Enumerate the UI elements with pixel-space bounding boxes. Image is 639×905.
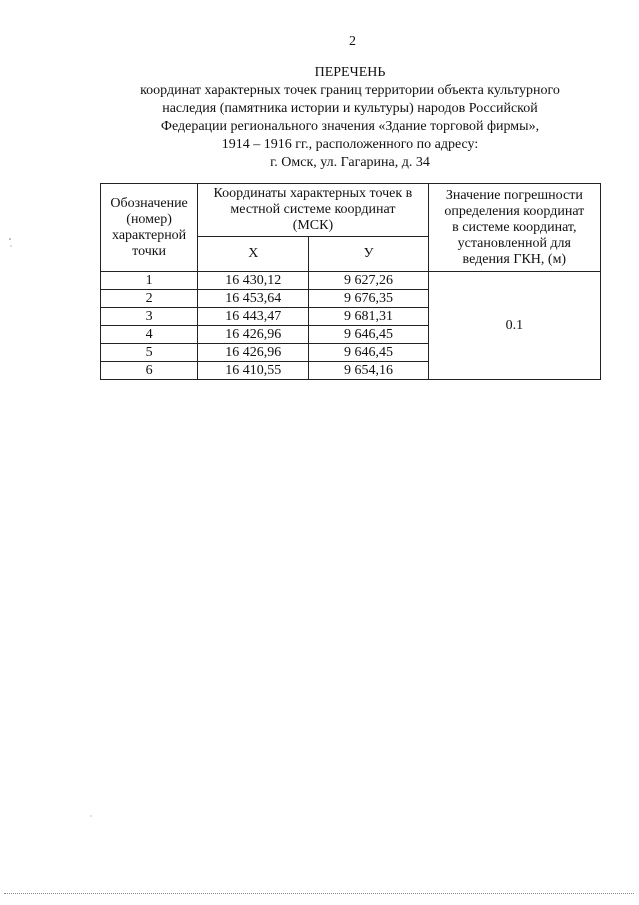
y-coordinate: 9 654,16 xyxy=(309,362,428,380)
header-y: У xyxy=(309,237,428,272)
point-number: 5 xyxy=(101,344,198,362)
scan-edge-line xyxy=(4,893,634,895)
header-text: местной системе координат xyxy=(230,202,396,217)
heading-line-1: координат характерных точек границ территории объекта культурного xyxy=(140,83,560,98)
point-number: 4 xyxy=(101,326,198,344)
header-text: точки xyxy=(132,243,167,259)
heading-line-4: 1914 – 1916 гг., расположенного по адресу: xyxy=(221,137,479,152)
x-coordinate: 16 443,47 xyxy=(198,308,309,326)
header-text: определения координат xyxy=(444,203,585,219)
point-number: 3 xyxy=(101,308,198,326)
header-text: Координаты характерных точек в xyxy=(213,186,413,201)
x-coordinate: 16 410,55 xyxy=(198,362,309,380)
x-coordinate: 16 426,96 xyxy=(198,344,309,362)
y-coordinate: 9 646,45 xyxy=(309,344,428,362)
header-text: Обозначение xyxy=(110,195,188,211)
x-coordinate: 16 430,12 xyxy=(198,272,309,290)
point-number: 2 xyxy=(101,290,198,308)
header-text: Значение погрешности xyxy=(445,187,583,203)
accuracy-value: 0.1 xyxy=(428,272,600,380)
page-number: 2 xyxy=(349,34,356,49)
y-coordinate: 9 646,45 xyxy=(309,326,428,344)
header-text: ведения ГКН, (м) xyxy=(462,251,567,267)
point-number: 1 xyxy=(101,272,198,290)
point-number: 6 xyxy=(101,362,198,380)
header-text: характерной xyxy=(112,227,187,243)
y-coordinate: 9 676,35 xyxy=(309,290,428,308)
heading-line-5: г. Омск, ул. Гагарина, д. 34 xyxy=(270,155,430,170)
x-coordinate: 16 453,64 xyxy=(198,290,309,308)
document-title: ПЕРЕЧЕНЬ xyxy=(314,65,386,80)
header-text: установленной для xyxy=(457,235,571,251)
heading-line-3: Федерации регионального значения «Здание торговой фирмы», xyxy=(160,119,540,134)
x-coordinate: 16 426,96 xyxy=(198,326,309,344)
header-text: (номер) xyxy=(126,211,172,227)
header-text: (МСК) xyxy=(292,218,334,233)
heading-line-2: наследия (памятника истории и культуры) народов Российской xyxy=(162,101,538,116)
header-text: в системе координат, xyxy=(452,219,577,235)
y-coordinate: 9 681,31 xyxy=(309,308,428,326)
y-coordinate: 9 627,26 xyxy=(309,272,428,290)
header-x: X xyxy=(198,237,309,272)
